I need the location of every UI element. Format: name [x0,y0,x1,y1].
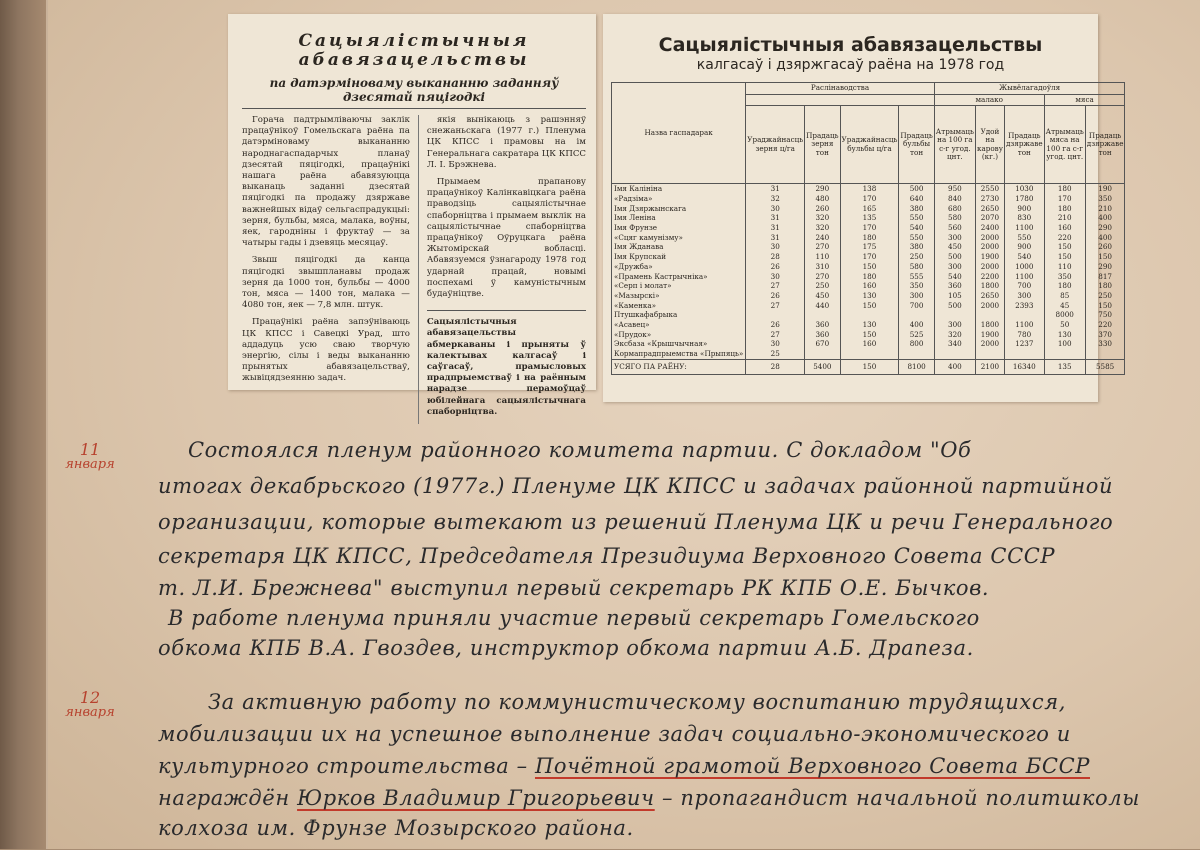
table-cell-value [899,310,934,320]
table-cell-value: 165 [840,204,899,214]
table-header-milk: малако [934,94,1044,106]
table-cell-value: 180 [1044,184,1085,194]
table-cell-value: 130 [840,291,899,301]
table-cell-value: 290 [805,184,840,194]
handwritten-line [158,754,1090,778]
table-header-spacer [746,94,935,106]
table-header-livestock: Жывёлагадоўля [934,83,1125,95]
award-name-underlined: Почётной грамотой Верховного Совета БССР [534,754,1090,778]
handwritten-line: мобилизации их на успешное выполнение задач социально-экономического и [158,722,1071,746]
table-cell-value: 220 [1044,233,1085,243]
table-cell-value: 30 [746,204,805,214]
table-cell-value: 180 [1044,281,1085,291]
table-cell-value: 270 [805,272,840,282]
handwritten-line: организации, которые вытекают из решений Пленума ЦК и речи Генерального [158,510,1114,534]
table-cell-value [840,310,899,320]
table-cell-value: 170 [840,194,899,204]
table-row [612,242,1125,252]
table-cell-value: 170 [1044,194,1085,204]
table-cell-farm-name: Кормапрадпрыемства «Прыпяць» [612,349,746,359]
table-row [612,281,1125,291]
awardee-role: – пропагандист начальной политшколы [661,786,1140,810]
table-cell-farm-name: «Мазырскі» [612,291,746,301]
table-cell-value: 138 [840,184,899,194]
clipping-title-line1: Сацыялістычныя [298,31,530,51]
table-cell-value: 150 [840,262,899,272]
table-row [612,349,1125,359]
table-cell-value: 5400 [805,359,840,374]
table-cell-value: 440 [805,301,840,311]
table-cell-value: 330 [1085,339,1125,349]
table-cell-value: 1100 [1004,223,1044,233]
table-cell-value: 400 [899,320,934,330]
clipping-paragraph: якія вынікаюць з рашэнняў снежаньскага (1977 г.) Пленума ЦК КПСС і прамовы на ім Генеральнага сакратара ЦК КПСС Л. І. Брэжнева. [426,115,586,170]
table-cell-value: 480 [805,194,840,204]
table-cell-value: 27 [746,301,805,311]
table-cell-value: 380 [899,242,934,252]
table-cell-value: 2100 [975,359,1004,374]
table-cell-value: 1800 [975,320,1004,330]
table-cell-value: 550 [899,233,934,243]
table-cell-value [934,349,975,359]
table-cell-value: 150 [840,359,899,374]
table-header-crop: Раслінаводства [746,83,935,95]
table-cell-value: 2000 [975,301,1004,311]
table-cell-value: 160 [840,339,899,349]
table-cell-value: 400 [934,359,975,374]
table-cell-value: 900 [1004,204,1044,214]
date-month: января [65,705,115,720]
table-cell-value: 180 [840,233,899,243]
table-cell-value: 30 [746,339,805,349]
table-cell-value: 110 [1044,262,1085,272]
table-cell-value: 450 [805,291,840,301]
table-cell-value: 555 [899,272,934,282]
table-cell-value: 160 [1044,223,1085,233]
handwritten-line: За активную работу по коммунистическому воспитанию трудящихся, [208,690,1066,714]
table-cell-value: 8100 [899,359,934,374]
table-cell-farm-name: «Асавец» [612,320,746,330]
table-cell-value: 300 [934,233,975,243]
clipping-subtitle: па датэрміноваму выкананню заданняў дзесятай пяцігодкі [242,76,586,109]
table-cell-value: 840 [934,194,975,204]
table-cell-value: 670 [805,339,840,349]
table-row [612,252,1125,262]
table-cell-farm-name: Імя Крупскай [612,252,746,262]
table-cell-value: 580 [934,213,975,223]
table-cell-value: 1900 [975,330,1004,340]
table-cell-farm-name: «Прудок» [612,330,746,340]
table-cell-value: 540 [934,272,975,282]
table-cell-farm-name: Птушкафабрыка [612,310,746,320]
date-day: 12 [79,688,101,707]
table-cell-value: 28 [746,359,805,374]
table-cell-value: 780 [1004,330,1044,340]
table-cell-value: 750 [1085,310,1125,320]
clipping-paragraph: Звыш пяцігодкі да канца пяцігодкі звышпланавы продаж зерня да 1000 тон, бульбы — 4000 тон, мяса — 1400 тон, малака — 4080 тон, яек — 7,8 млн. штук. [242,255,410,311]
table-cell-value: 16340 [1004,359,1044,374]
table-cell-value: 450 [934,242,975,252]
table-col-header: Прадаць дзяржаве тон [1085,106,1125,184]
clipping-paragraph: Прымаем прапанову працаўнікоў Калінкавіцкага раёна праводзіць сацыялістычнае спаборніцтва і прымаем выклік на сацыялістычнае спаборніцтва працаўнікоў Оўруцкага раёна Жытомірскай вобласці. Абавязуемся ўзнагароду 1978 год ударнай працай, новымі поспехамі ў камуністычным будаўніцтве. [426,177,586,300]
clipping-title-line2: абавязацельствы [298,50,530,70]
table-cell-value: 360 [805,320,840,330]
table-cell-farm-name: «Дружба» [612,262,746,272]
table-cell-value: 180 [1085,281,1125,291]
table-col-header: Ураджайнасць зерня ц/га [746,106,805,184]
table-cell-value: 580 [899,262,934,272]
table-col-header: Прадаць зерня тон [805,106,840,184]
table-cell-value: 300 [934,320,975,330]
table-clipping-title: Сацыялістычныя абавязацельствы [658,34,1043,56]
table-cell-value: 550 [1004,233,1044,243]
table-cell-value: 45 [1044,301,1085,311]
table-cell-value: 300 [934,262,975,272]
table-col-header: Удой на карову (кг.) [975,106,1004,184]
award-intro-text: культурного строительства – [158,754,528,778]
table-cell-value: 350 [899,281,934,291]
table-cell-value: 290 [1085,262,1125,272]
table-cell-value: 170 [840,223,899,233]
table-col-header: Атрымаць на 100 га с-г угод. цнт. [934,106,975,184]
handwritten-line: итогах декабрьского (1977г.) Пленуме ЦК КПСС и задачах районной партийной [158,474,1114,498]
table-cell-value: 1030 [1004,184,1044,194]
table-row [612,213,1125,223]
table-row [612,320,1125,330]
table-cell-value: 250 [805,281,840,291]
table-cell-value: 190 [1085,184,1125,194]
table-cell-value: 26 [746,291,805,301]
date-day: 11 [79,440,101,459]
table-cell-value [975,310,1004,320]
table-cell-value: 540 [1004,252,1044,262]
table-cell-farm-name: «Серп і молат» [612,281,746,291]
table-cell-value: 560 [934,223,975,233]
table-cell-value: 360 [934,281,975,291]
table-cell-value: 150 [1044,242,1085,252]
table-cell-value: 1100 [1004,320,1044,330]
table-cell-value: 31 [746,213,805,223]
table-cell-value: 150 [1085,252,1125,262]
table-cell-value: 180 [1044,204,1085,214]
table-cell-value: 150 [840,301,899,311]
table-cell-farm-name: Імя Калініна [612,184,746,194]
table-cell-value [1085,349,1125,359]
table-cell-value: 1800 [975,281,1004,291]
table-cell-value [805,310,840,320]
diary-entry-award [158,690,1198,850]
table-cell-value: 130 [840,320,899,330]
table-cell-value: 32 [746,194,805,204]
table-cell-value: 25 [746,349,805,359]
table-cell-value: 135 [1044,359,1085,374]
table-cell-value: 31 [746,223,805,233]
table-cell-value: 400 [1085,213,1125,223]
awarded-verb: награждён [158,786,290,810]
handwritten-line: Состоялся пленум районного комитета партии. С докладом "Об [188,438,972,462]
table-cell-farm-name: Імя Леніна [612,213,746,223]
table-cell-value: 360 [805,330,840,340]
table-cell-value: 2000 [975,242,1004,252]
table-cell-value: 1900 [975,252,1004,262]
table-cell-farm-name: Эксбаза «Крышчычная» [612,339,746,349]
table-cell-value: 28 [746,252,805,262]
table-body [612,184,1125,374]
table-row [612,184,1125,194]
table-cell-value: 2730 [975,194,1004,204]
table-cell-value: 500 [934,301,975,311]
table-row [612,194,1125,204]
table-cell-value: 320 [934,330,975,340]
table-cell-value: 1780 [1004,194,1044,204]
table-cell-value [975,349,1004,359]
table-cell-value: 1000 [1004,262,1044,272]
table-cell-value: 320 [805,223,840,233]
table-cell-value: 50 [1044,320,1085,330]
table-cell-value: 525 [899,330,934,340]
table-cell-value: 31 [746,184,805,194]
table-header-meat: мяса [1044,94,1125,106]
handwritten-line: колхоза им. Фрунзе Мозырского района. [158,816,634,840]
table-cell-value: 135 [840,213,899,223]
table-cell-value: 830 [1004,213,1044,223]
table-row [612,233,1125,243]
table-cell-value: 210 [1085,204,1125,214]
date-month: января [65,457,115,472]
table-cell-value [899,349,934,359]
table-cell-value: 105 [934,291,975,301]
newspaper-clipping-obligations-table [603,14,1124,402]
table-cell-value: 300 [1004,291,1044,301]
table-row [612,330,1125,340]
table-total-row [612,359,1125,374]
table-clipping-subtitle: калгасаў і дзяржгасаў раёна на 1978 год [696,57,1005,73]
table-cell-value: 160 [840,281,899,291]
table-cell-value: 640 [899,194,934,204]
table-cell-value [840,349,899,359]
table-cell-value: 220 [1085,320,1125,330]
table-cell-value: 170 [840,252,899,262]
clipping-paragraph: Працаўнікі раёна запэўніваюць ЦК КПСС і Савецкі Урад, што аддадуць усю сваю творчую энергію, сілы і веды выкананню прынятых абавязацельстваў, жывіцядзеянню задач. [242,317,410,384]
newspaper-clipping-obligations-text [228,14,596,417]
table-cell-value [805,349,840,359]
table-cell-farm-name: Імя Жданава [612,242,746,252]
table-cell-value: 5585 [1085,359,1125,374]
table-cell-farm-name: «Прамень Кастрычніка» [612,272,746,282]
album-binding [0,0,48,849]
table-cell-value: 1100 [1004,272,1044,282]
table-cell-value: 400 [1085,233,1125,243]
table-cell-value: 700 [1004,281,1044,291]
table-header-name: Назва гаспадарак [612,83,746,184]
table-col-header: Прадаць дзяржаве тон [1004,106,1044,184]
table-cell-value: 85 [1044,291,1085,301]
table-cell-value: 380 [899,204,934,214]
table-cell-value: 180 [840,272,899,282]
table-cell-value: 2070 [975,213,1004,223]
table-cell-value: 8000 [1044,310,1085,320]
table-cell-value: 26 [746,262,805,272]
table-cell-value: 2200 [975,272,1004,282]
handwritten-line: обкома КПБ В.А. Гвоздев, инструктор обкома партии А.Б. Драпеза. [158,636,974,660]
table-cell-farm-name: УСЯГО ПА РАЁНУ: [612,359,746,374]
table-cell-value: 350 [1085,194,1125,204]
table-cell-value: 240 [805,233,840,243]
table-cell-farm-name: «Сцяг камунізму» [612,233,746,243]
table-cell-value: 260 [805,204,840,214]
table-cell-value: 500 [934,252,975,262]
table-cell-value: 2393 [1004,301,1044,311]
table-cell-value: 950 [934,184,975,194]
table-row [612,204,1125,214]
table-cell-value: 2550 [975,184,1004,194]
table-cell-value [1004,310,1044,320]
table-cell-farm-name: «Каменка» [612,301,746,311]
table-cell-value: 370 [1085,330,1125,340]
table-row [612,272,1125,282]
table-cell-value: 2650 [975,291,1004,301]
table-row [612,223,1125,233]
clipping-paragraph: Горача падтрымліваючы заклік працаўнікоў Гомельскага раёна па датэрміноваму выкананню народнагаспадарчых планаў дзесятай пяцігодкі, працаўнікі нашага раёна абавязуюцца выканаць заданні дзесятай пяцігодкі па продажу дзяржаве важнейшых відаў сельгаспрадукцыі: зерня, бульбы, мяса, малака, воўны, яек, гароднiны і фруктаў — за чатыры гады і дзевяць месяцаў. [242,115,410,249]
table-col-header: Прадаць бульбы тон [899,106,934,184]
table-cell-value: 817 [1085,272,1125,282]
table-cell-value: 2000 [975,233,1004,243]
table-cell-value: 2650 [975,204,1004,214]
table-cell-value: 290 [1085,223,1125,233]
handwritten-line: секретаря ЦК КПСС, Председателя Президиума Верховного Совета СССР [158,544,1056,568]
table-cell-value: 175 [840,242,899,252]
table-cell-value: 250 [1085,291,1125,301]
table-cell-value: 2000 [975,262,1004,272]
table-cell-value: 310 [805,262,840,272]
table-cell-value [746,310,805,320]
table-cell-value [1044,349,1085,359]
table-row [612,262,1125,272]
table-cell-value: 350 [1044,272,1085,282]
table-cell-value: 680 [934,204,975,214]
table-cell-value: 2000 [975,339,1004,349]
table-col-header: Ураджайнасць бульбы ц/га [840,106,899,184]
table-cell-value [934,310,975,320]
table-cell-value: 150 [840,330,899,340]
table-cell-value: 150 [1044,252,1085,262]
table-row [612,339,1125,349]
clipping-column-left [242,115,410,424]
table-cell-value: 800 [899,339,934,349]
table-cell-value: 150 [1085,301,1125,311]
table-row [612,291,1125,301]
table-col-header: Атрымаць мяса на 100 га с-г угод. цнт. [1044,106,1085,184]
table-cell-value: 130 [1044,330,1085,340]
table-cell-value [1004,349,1044,359]
entry-date-12 [54,690,126,720]
table-row [612,301,1125,311]
table-cell-value: 100 [1044,339,1085,349]
table-cell-value: 31 [746,233,805,243]
table-row [612,310,1125,320]
table-cell-value: 1237 [1004,339,1044,349]
awardee-name-underlined: Юрков Владимир Григорьевич [297,786,655,810]
table-cell-value: 210 [1044,213,1085,223]
table-cell-value: 110 [805,252,840,262]
clipping-bold-paragraph: Сацыялістычныя абавязацельствы абмеркаваны і прыняты ў калектывах калгасаў і саўгасаў, прамысловых прадпрыемстваў і на раённым нарадзе перамоўцаў юбілейнага сацыялістычнага спаборніцтва. [427,310,586,418]
table-cell-value: 27 [746,330,805,340]
handwritten-line [158,786,1140,810]
album-page [48,0,1200,849]
table-cell-value: 260 [1085,242,1125,252]
table-cell-farm-name: Імя Фрунзе [612,223,746,233]
table-cell-farm-name: «Радзіма» [612,194,746,204]
table-cell-value: 2400 [975,223,1004,233]
table-cell-value: 250 [899,252,934,262]
table-cell-value: 270 [805,242,840,252]
clipping-column-right [418,115,586,424]
table-cell-value: 900 [1004,242,1044,252]
table-cell-value: 700 [899,301,934,311]
table-cell-value: 320 [805,213,840,223]
obligations-table [611,82,1125,375]
table-cell-farm-name: Імя Дзяржынскага [612,204,746,214]
table-cell-value: 540 [899,223,934,233]
table-cell-value: 30 [746,242,805,252]
table-cell-value: 26 [746,320,805,330]
table-cell-value: 30 [746,272,805,282]
handwritten-line: В работе пленума приняли участие первый секретарь Гомельского [168,606,980,630]
table-cell-value: 550 [899,213,934,223]
table-cell-value: 27 [746,281,805,291]
entry-date-11 [54,442,126,472]
table-cell-value: 500 [899,184,934,194]
table-cell-value: 300 [899,291,934,301]
handwritten-line: т. Л.И. Брежнева" выступил первый секретарь РК КПБ О.Е. Бычков. [158,576,990,600]
diary-entry-plenum [158,438,1198,668]
table-cell-value: 340 [934,339,975,349]
